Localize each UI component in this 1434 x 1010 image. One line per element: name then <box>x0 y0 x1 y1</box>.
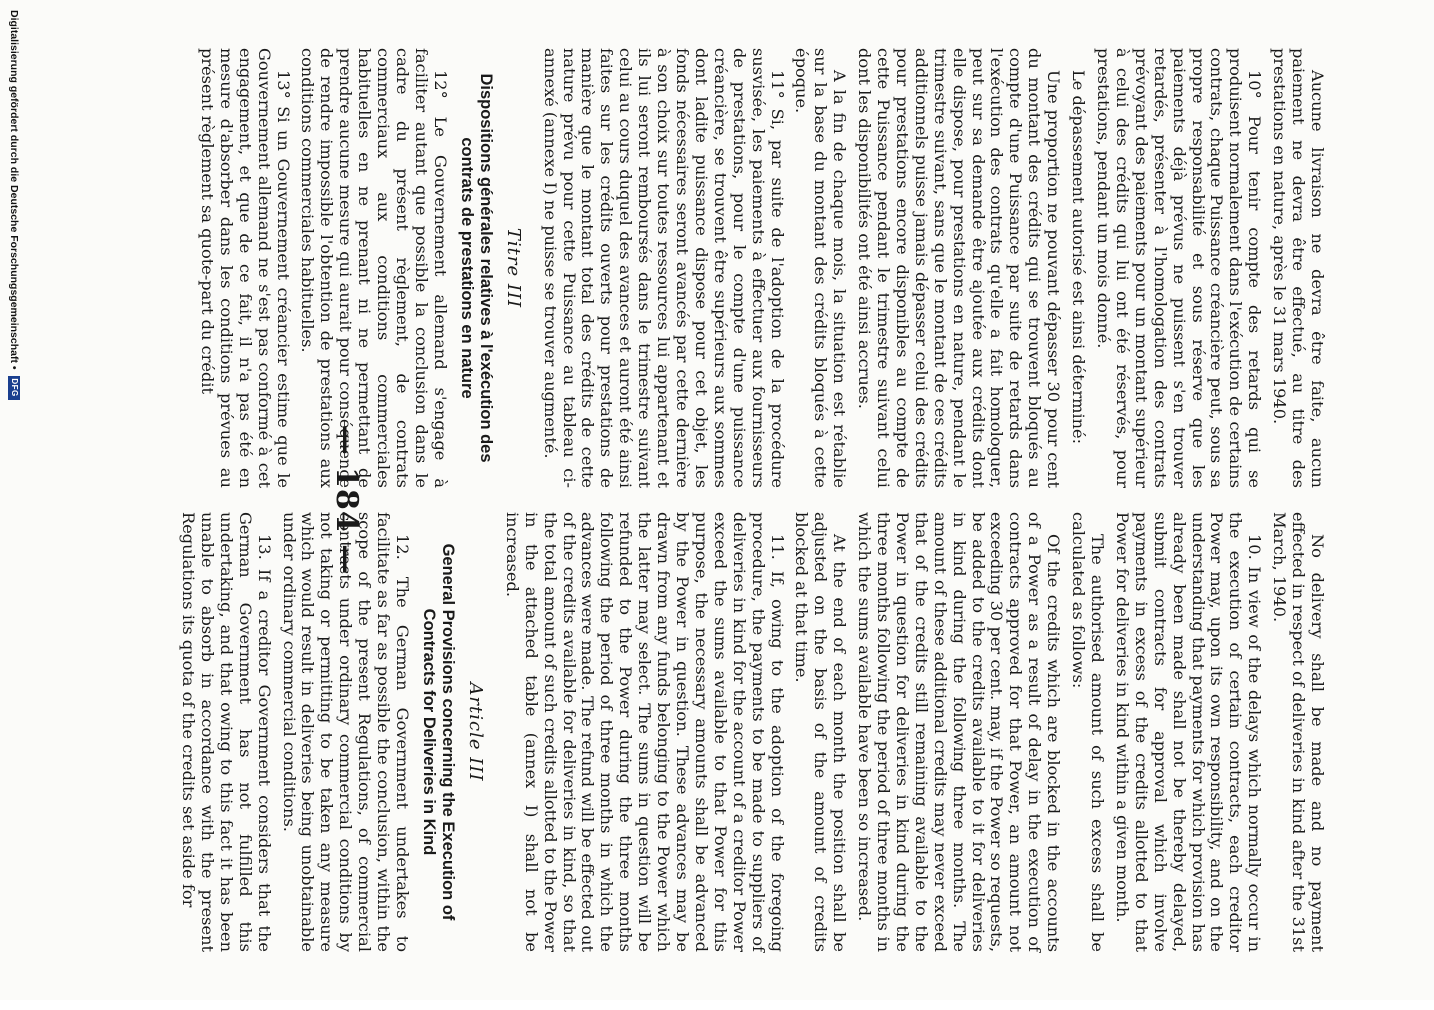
french-paragraph: Une proportion ne pouvant dépasser 30 pour cent du montant des crédits qui se trouvent bloqués au compte d'une Puissance par suite de retards dans l'exécution des contrats qu'elle a fait homologuer, peut sur sa demande être ajoutée aux crédits dont elle dispose, pour prestations en nature, pendant le trimestre suivant, sans que le montant de ces crédits additionnels puisse jamais dépasser celui des crédits pour prestations encore disponibles au compte de cette Puissance pendant le trimestre suivant celui dont les disponibilités ont été ainsi accrues. <box>855 48 1064 488</box>
english-paragraph: The authorised amount of such excess shall be calculated as follows: <box>1069 512 1108 952</box>
french-paragraph: A la fin de chaque mois, la situation est rétablie sur la base du montant des crédits bloqués à cette époque. <box>792 48 850 488</box>
english-paragraph: 11. If, owing to the adoption of the foregoing procedure, the payments to be made to suppliers of deliveries in kind for the account of a creditor Power exceed the sums available to that Power for this purpose, the necessary amounts shall be advanced by the Power in question. These advances may be drawn from any funds belonging to the Power which the latter may select. The sums in question will be refunded to the Power during the three months following the period of three months in which the advances were made. The refund will be effected out of the credits available for deliveries in kind, so that the total amount of such credits allotted to the Power in the attached table (annex I) shall not be increased. <box>502 512 787 952</box>
french-paragraph: Aucune livraison ne devra être faite, aucun paiement ne devra être effectué, au titre des prestations en nature, après le 31 mars 1940. <box>1270 48 1327 488</box>
french-paragraph: 13° Si un Gouvernement créancier estime que le Gouvernement allemand ne s'est pas conformé à cet engagement, et que de ce fait, il n'a pas été en mesure d'absorber dans les conditions prévues au présent règlement sa quote-part du crédit <box>197 48 293 488</box>
english-paragraph: At the end of each month the position shall be adjusted on the basis of the amount of credits blocked at that time. <box>792 512 850 952</box>
english-text-flow <box>172 512 1326 952</box>
attribution-bar <box>4 0 24 1010</box>
english-paragraph: 12. The German Government undertakes to facilitate as far as possible the conclusion, within the scope of the present Regulations, of commercial contracts under ordinary commercial conditions by not taking or permitting to be taken any measure which would result in deliveries being unobtainable under ordinary commercial conditions. <box>279 512 413 952</box>
french-text-flow <box>191 48 1326 488</box>
french-paragraph: Le dépassement autorisé est ainsi déterminé: <box>1069 70 1089 445</box>
page-number: — 184 — <box>329 424 364 576</box>
french-paragraph: 10° Pour tenir compte des retards qui se produisent normalement dans l'exécution de certains contrats, chaque Puissance créancière peut, sous sa propre responsabilité et sous réserve que les paiements déjà prévus ne puissent s'en trouver retardés, présenter à l'homologation des contrats prévoyant des paiements pour un montant supérieur à celui des crédits qui lui ont été réservés, pour prestations, pendant un mois donné. <box>1094 48 1265 488</box>
english-paragraph: No delivery shall be made and no payment effected in respect of deliveries in kind after the 31st March, 1940. <box>1270 512 1327 952</box>
french-section-title: Titre III <box>502 227 524 309</box>
english-paragraph: 10. In view of the delays which normally occur in the execution of certain contracts, each creditor Power may, upon its own responsibility, and on the understanding that payments for which provision has already been made shall not be thereby delayed, submit contracts for approval which involve payments in excess of the credits allotted to that Power for deliveries in kind within a given month. <box>1112 512 1265 952</box>
english-section-subtitle: General Provisions concerning the Execution of Contracts for Deliveries in Kind <box>420 543 458 921</box>
english-paragraph: Of the credits which are blocked in the accounts of a Power as a result of delay in the execution of contracts approved for that Power, an amount not exceeding 30 per cent. may, if the Power so requests, be added to the credits available to it for deliveries in kind during the following three months. The amount of these additional credits may never exceed that of the credits still remaining available to the Power in question for deliveries in kind during the three months following the period of three months in which the sums available have been so increased. <box>855 512 1064 952</box>
french-paragraph: 11° Si, par suite de l'adoption de la procédure susvisée, les paiements à effectuer aux fournisseurs de prestations, pour le compte d'une puissance créancière, se trouvent être supérieurs aux sommes dont ladite puissance dispose pour cet objet, les fonds nécessaires seront avancés par cette dernière à son choix sur toutes ressources lui appartenant et ils lui seront remboursés dans le trimestre suivant celui au cours duquel des avances et auront été ainsi faites sur les crédits ouverts pour prestations de manière que le montant total des crédits de cette nature prévu pour cette Puissance au tableau ci-annexé (annexe I) ne puisse se trouver augmenté. <box>540 48 787 488</box>
english-section-title: Article III <box>464 682 486 782</box>
dfg-logo: DFG <box>8 376 20 400</box>
english-paragraph: 13. If a creditor Government considers that the German Government has not fulfilled this undertaking, and that owing to this fact it has been unable to absorb in accordance with the present Regulations its quota of the credits set aside for <box>179 512 274 952</box>
french-section-subtitle: Dispositions générales relatives à l'exécution des contrats de prestations en nature <box>457 73 495 463</box>
french-paragraph: 12° Le Gouvernement allemand s'engage à faciliter autant que possible la conclusion dans le cadre du présent règlement, de contrats commerciaux aux conditions commerciales habituelles en ne prenant ni ne permettant de prendre aucune mesure qui aurait pour conséquence de rendre impossible l'obtention de prestations aux conditions commerciales habituelles. <box>298 48 450 488</box>
attribution-text: Digitalisierung gefördert durch die Deutsche Forschungsgemeinschaft • <box>8 10 20 370</box>
